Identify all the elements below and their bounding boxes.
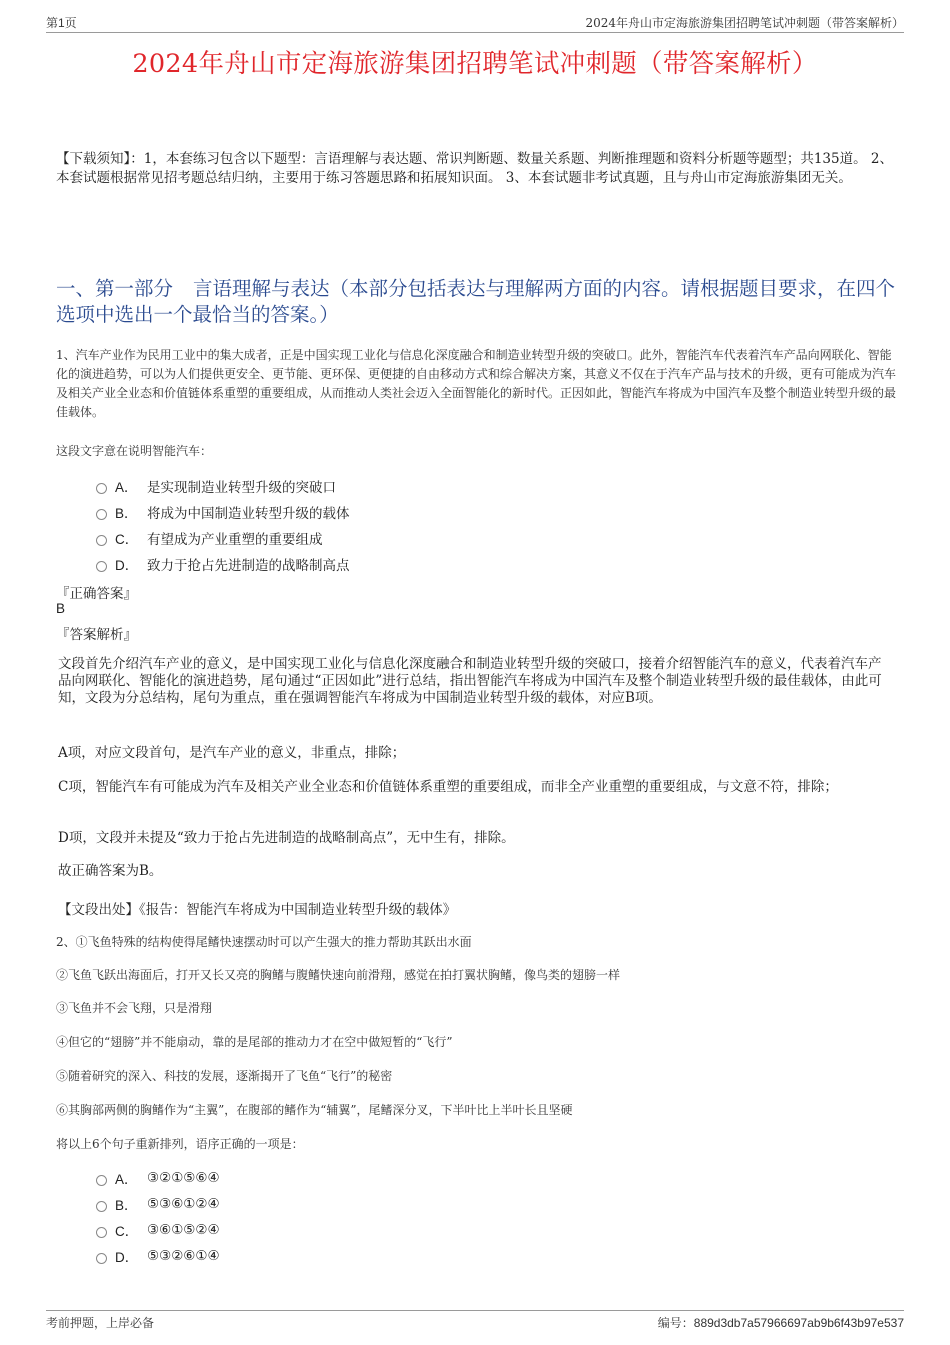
- q2-option-b[interactable]: B． ⑤③⑥①②④: [96, 1194, 220, 1214]
- q2-sentence-4: ④但它的“翅膀”并不能扇动，靠的是尾部的推动力才在空中做短暂的“飞行”: [56, 1035, 453, 1049]
- q1-option-d[interactable]: D． 致力于抢占先进制造的战略制高点: [96, 554, 350, 574]
- section-description: 言语理解与表达（本部分包括表达与理解两方面的内容。请根据题目要求，在四个选项中选出一个最恰当的答案。）: [56, 277, 896, 326]
- radio-icon[interactable]: [96, 1227, 107, 1238]
- question-1-text: 1、汽车产业作为民用工业中的集大成者，正是中国实现工业化与信息化深度融合和制造业转型升级的突破口。此外，智能汽车代表着汽车产品向网联化、智能化的演进趋势，可以为人们提供更安全、更节能、更环保、更便捷的自由移动方式和综合解决方案，其意义不仅在于汽车产品与技术的升级，更有可能成为汽车及相关产业全业态和价值链体系重塑的重要组成，从而推动人类社会迈入全面智能化的新时代。正因如此，智能汽车将成为中国汽车及整个制造业转型升级的最佳载体。: [56, 348, 897, 419]
- radio-icon[interactable]: [96, 535, 107, 546]
- q2-sentence-6: ⑥其胸部两侧的胸鳍作为“主翼”，在腹部的鳍作为“辅翼”，尾鳍深分叉，下半叶比上半叶长且坚硬: [56, 1103, 573, 1117]
- radio-icon[interactable]: [96, 1175, 107, 1186]
- page-number: 第1页: [46, 16, 77, 30]
- header-divider: [46, 32, 904, 33]
- radio-icon[interactable]: [96, 561, 107, 572]
- section-heading: [56, 276, 896, 328]
- q1-option-c[interactable]: C． 有望成为产业重塑的重要组成: [96, 528, 323, 548]
- header-doc-title: 2024年舟山市定海旅游集团招聘笔试冲刺题（带答案解析）: [585, 16, 904, 30]
- document-title: 2024年舟山市定海旅游集团招聘笔试冲刺题（带答案解析）: [132, 49, 818, 79]
- answer-label: 『正确答案』: [56, 586, 137, 602]
- footer-slogan: 考前押题，上岸必备: [46, 1316, 155, 1330]
- footer-divider: [46, 1310, 904, 1311]
- q2-sentence-2: ②飞鱼飞跃出海面后，打开又长又亮的胸鳍与腹鳍快速向前滑翔，感觉在拍打翼状胸鳍，像鸟类的翅膀一样: [56, 968, 621, 982]
- page-header: [46, 14, 904, 32]
- analysis-label: 『答案解析』: [56, 627, 137, 643]
- question-1-stem: 这段文字意在说明智能汽车：: [56, 444, 213, 458]
- q1-option-b[interactable]: B． 将成为中国制造业转型升级的载体: [96, 502, 350, 522]
- q1-option-a[interactable]: A． 是实现制造业转型升级的突破口: [96, 476, 336, 496]
- q2-option-c[interactable]: C． ③⑥①⑤②④: [96, 1220, 220, 1240]
- download-notice: 【下载须知】：1，本套练习包含以下题型：言语理解与表达题、常识判断题、数量关系题、判断推理题和资料分析题等题型；共135道。 2、本套试题根据常见招考题总结归纳，主要用于练习答题思路和拓展知识面。 3、本套试题非考试真题，且与舟山市定海旅游集团无关。: [56, 151, 893, 186]
- analysis-paragraph: 文段首先介绍汽车产业的意义，是中国实现工业化与信息化深度融合和制造业转型升级的突破口，接着介绍智能汽车的意义，代表着汽车产品向网联化、智能化的演进趋势，尾句通过“正因如此”进行总结，指出智能汽车将成为中国汽车及整个制造业转型升级的最佳载体，由此可知，文段为分总结构，尾句为重点，重在强调智能汽车将成为中国制造业转型升级的载体，对应B项。: [58, 656, 882, 706]
- radio-icon[interactable]: [96, 1201, 107, 1212]
- section-part: 一、第一部分: [56, 277, 174, 300]
- analysis-option-a: A项，对应文段首句，是汽车产业的意义，非重点，排除；: [58, 745, 406, 761]
- answer-value: B: [56, 601, 66, 616]
- analysis-conclusion: 故正确答案为B。: [58, 863, 163, 879]
- q2-option-d[interactable]: D． ⑤③②⑥①④: [96, 1246, 220, 1266]
- radio-icon[interactable]: [96, 483, 107, 494]
- radio-icon[interactable]: [96, 1253, 107, 1264]
- q2-sentence-5: ⑤随着研究的深入、科技的发展，逐渐揭开了飞鱼“飞行”的秘密: [56, 1069, 393, 1083]
- q2-sentence-1: 2、①飞鱼特殊的结构使得尾鳍快速摆动时可以产生强大的推力帮助其跃出水面: [56, 935, 472, 949]
- analysis-option-d: D项，文段并未提及“致力于抢占先进制造的战略制高点”，无中生有，排除。: [58, 830, 515, 846]
- q2-sentence-3: ③飞鱼并不会飞翔，只是滑翔: [56, 1001, 213, 1015]
- radio-icon[interactable]: [96, 509, 107, 520]
- text-source: 【文段出处】《报告：智能汽车将成为中国制造业转型升级的载体》: [58, 902, 457, 918]
- footer-code: 编号：889d3db7a57966697ab9b6f43b97e537: [657, 1316, 904, 1330]
- analysis-option-c: C项，智能汽车有可能成为汽车及相关产业全业态和价值链体系重塑的重要组成，而非全产业重塑的重要组成，与文意不符，排除；: [58, 779, 838, 795]
- question-2-stem: 将以上6个句子重新排列，语序正确的一项是：: [56, 1137, 304, 1151]
- q2-option-a[interactable]: A． ③②①⑤⑥④: [96, 1168, 220, 1188]
